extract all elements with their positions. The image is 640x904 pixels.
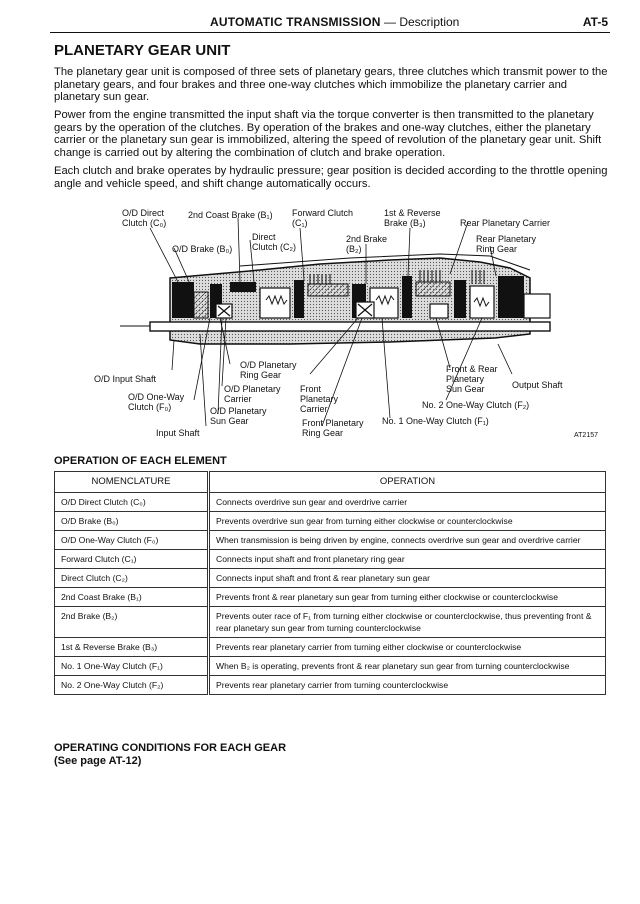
operation-heading: OPERATION OF EACH ELEMENT — [54, 455, 227, 467]
label-od-planetary-sun-gear: O/D Planetary Sun Gear — [210, 406, 267, 426]
label-2nd-coast-brake: 2nd Coast Brake (B₁) — [188, 210, 273, 220]
label-direct-clutch: Direct Clutch (C₂) — [252, 232, 296, 252]
nomenclature-cell: Forward Clutch (C₁) — [55, 550, 209, 569]
page-number: AT-5 — [582, 15, 608, 29]
nomenclature-cell: No. 2 One-Way Clutch (F₂) — [55, 676, 209, 695]
label-od-brake: O/D Brake (B₀) — [172, 244, 233, 254]
label-rear-planetary-carrier: Rear Planetary Carrier — [460, 218, 551, 228]
label-front-planetary-ring-gear: Front Planetary Ring Gear — [302, 418, 364, 438]
nomenclature-cell: O/D Brake (B₀) — [55, 512, 209, 531]
operation-cell: Connects input shaft and front planetary ring gear — [209, 550, 606, 569]
figure-id: AT2157 — [574, 432, 598, 439]
nomenclature-cell: O/D Direct Clutch (C₀) — [55, 493, 209, 512]
operating-conditions-heading — [54, 742, 286, 768]
intro-paragraph-2: Power from the engine transmitted the input shaft via the torque converter is then transmitted to the planetary gears by the operation of the clutches. By operation of the brakes and one-way clutches, either the planetary carrier or the planetary sun gear is immobilized, altering the speed of revolution of the planetary gear unit. Shift change is carried out by altering the combination of clutch and brake operation. — [54, 109, 602, 159]
table-row — [55, 638, 606, 657]
operation-table — [54, 471, 606, 695]
label-no2-one-way-clutch: No. 2 One-Way Clutch (F₂) — [422, 400, 530, 410]
table-row — [55, 531, 606, 550]
nomenclature-cell: Direct Clutch (C₂) — [55, 569, 209, 588]
table-header-row — [55, 472, 606, 493]
nomenclature-cell: 2nd Coast Brake (B₁) — [55, 588, 209, 607]
operation-cell: Prevents rear planetary carrier from turning either clockwise or counterclockwise — [209, 638, 606, 657]
operation-cell: When transmission is being driven by engine, connects overdrive sun gear and overdrive carrier — [209, 531, 606, 550]
table-row — [55, 550, 606, 569]
label-front-planetary-carrier: Front Planetary Carrier — [300, 384, 339, 414]
label-1st-reverse-brake: 1st & Reverse Brake (B₃) — [384, 208, 441, 228]
label-no1-one-way-clutch: No. 1 One-Way Clutch (F₁) — [382, 416, 489, 426]
label-od-planetary-ring-gear: O/D Planetary Ring Gear — [240, 360, 297, 380]
label-front-rear-sun-gear: Front & Rear Planetary Sun Gear — [446, 364, 498, 394]
table-row — [55, 493, 606, 512]
page-title: PLANETARY GEAR UNIT — [54, 42, 231, 59]
label-input-shaft: Input Shaft — [156, 428, 200, 438]
column-header-operation: OPERATION — [209, 472, 606, 493]
nomenclature-cell: 2nd Brake (B₂) — [55, 607, 209, 638]
page-reference: (See page AT-12) — [54, 755, 142, 767]
nomenclature-cell: No. 1 One-Way Clutch (F₁) — [55, 657, 209, 676]
header-section: AUTOMATIC TRANSMISSION — Description — [210, 15, 460, 29]
column-header-nomenclature: NOMENCLATURE — [55, 472, 209, 493]
nomenclature-cell: 1st & Reverse Brake (B₃) — [55, 638, 209, 657]
operation-cell: Prevents rear planetary carrier from turning counterclockwise — [209, 676, 606, 695]
label-od-input-shaft: O/D Input Shaft — [94, 374, 157, 384]
table-row — [55, 588, 606, 607]
label-output-shaft: Output Shaft — [512, 380, 563, 390]
operation-cell: Connects input shaft and front & rear planetary sun gear — [209, 569, 606, 588]
operating-conditions-title: OPERATING CONDITIONS FOR EACH GEAR — [54, 742, 287, 754]
operation-cell: When B₂ is operating, prevents front & rear planetary sun gear from turning counterclockwise — [209, 657, 606, 676]
table-row — [55, 657, 606, 676]
label-od-one-way-clutch: O/D One-Way Clutch (F₀) — [128, 392, 185, 412]
operation-cell: Prevents outer race of F₁ from turning either clockwise or counterclockwise, thus preventing front & rear planetary sun gear from turning counterclockwise — [209, 607, 606, 638]
table-row — [55, 607, 606, 638]
label-od-planetary-carrier: O/D Planetary Carrier — [224, 384, 281, 404]
nomenclature-cell: O/D One-Way Clutch (F₀) — [55, 531, 209, 550]
label-2nd-brake: 2nd Brake (B₂) — [346, 234, 388, 254]
label-forward-clutch: Forward Clutch (C₁) — [292, 208, 354, 228]
intro-paragraph-1: The planetary gear unit is composed of three sets of planetary gears, three clutches which transmit power to the planetary gears, and four brakes and three one-way clutches which immobilize the planetary carrier and planetary sun gear. — [54, 66, 608, 104]
planetary-gear-diagram — [90, 204, 610, 442]
table-row — [55, 569, 606, 588]
operation-cell: Prevents overdrive sun gear from turning either clockwise or counterclockwise — [209, 512, 606, 531]
label-od-direct-clutch: O/D Direct Clutch (C₀) — [122, 208, 167, 228]
main-shaft — [150, 322, 550, 331]
operation-cell: Prevents front & rear planetary sun gear from turning either clockwise or counterclockwise — [209, 588, 606, 607]
table-row — [55, 512, 606, 531]
intro-paragraph-3: Each clutch and brake operates by hydraulic pressure; gear position is decided according to the throttle opening angle and vehicle speed, and shift change automatically occurs. — [54, 165, 608, 190]
operation-cell: Connects overdrive sun gear and overdrive carrier — [209, 493, 606, 512]
page-header — [50, 12, 610, 33]
table-row — [55, 676, 606, 695]
label-rear-planetary-ring-gear: Rear Planetary Ring Gear — [476, 234, 537, 254]
